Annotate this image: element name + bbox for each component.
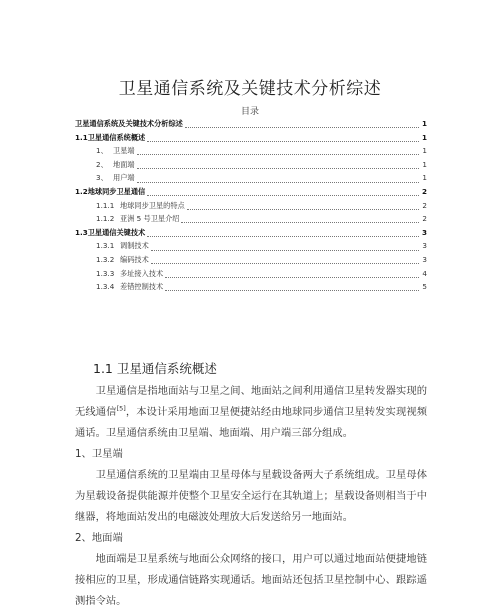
toc-entry-number: 1.3 bbox=[75, 227, 88, 237]
toc-entry-page: 3 bbox=[422, 254, 427, 264]
toc-entry[interactable] bbox=[75, 171, 427, 185]
toc-entry[interactable] bbox=[75, 212, 427, 226]
toc-entry[interactable] bbox=[75, 239, 427, 253]
toc-entry-page: 4 bbox=[422, 268, 427, 278]
toc-entry-page: 1 bbox=[422, 173, 427, 183]
toc-entry-title: 差错控制技术 bbox=[120, 282, 164, 292]
toc-leader-dots bbox=[187, 201, 419, 210]
toc-entry-number: 2、 bbox=[96, 159, 108, 169]
toc-entry-title: 地面端 bbox=[113, 159, 135, 169]
toc-entry-title: 用户端 bbox=[113, 173, 135, 183]
toc-entry-title: 亚洲 5 号卫星介绍 bbox=[120, 214, 180, 224]
toc-entry-title: 卫星端 bbox=[113, 146, 135, 156]
toc-entry-number: 1.3.4 bbox=[96, 282, 115, 292]
toc-entry-number: 1.1.1 bbox=[96, 200, 115, 210]
subheading-ground: 2、地面端 bbox=[75, 532, 123, 544]
toc-leader-dots bbox=[151, 242, 419, 251]
toc-entry-number: 1.1 bbox=[75, 132, 88, 142]
subheading-satellite: 1、卫星端 bbox=[75, 448, 123, 460]
toc-entry-page: 2 bbox=[422, 214, 427, 224]
toc-entry-page: 1 bbox=[421, 119, 427, 128]
toc-entry[interactable] bbox=[75, 144, 427, 158]
toc-entry-number: 1.2 bbox=[75, 186, 88, 196]
toc-leader-dots bbox=[137, 160, 419, 169]
toc-entry-title: 地球同步卫星通信 bbox=[87, 186, 146, 196]
toc-entry-title: 编码技术 bbox=[120, 254, 149, 264]
toc-entry-title: 多址接入技术 bbox=[120, 268, 164, 278]
toc-entry-number: 3、 bbox=[96, 173, 108, 183]
section-body bbox=[75, 381, 427, 612]
toc-entry-number: 1.3.2 bbox=[96, 254, 115, 264]
toc-entry-number: 1、 bbox=[96, 146, 108, 156]
toc-entry-page: 3 bbox=[422, 241, 427, 251]
toc-leader-dots bbox=[185, 119, 419, 128]
toc-leader-dots bbox=[147, 228, 419, 237]
toc-entry[interactable] bbox=[75, 280, 427, 294]
citation-ref[interactable]: [5] bbox=[116, 404, 126, 413]
toc-entry-page: 5 bbox=[422, 282, 427, 292]
toc-leader-dots bbox=[137, 146, 419, 155]
toc-entry-title: 卫星通信关键技术 bbox=[87, 227, 146, 237]
toc-entry-title: 卫星通信系统概述 bbox=[87, 132, 146, 142]
toc-entry-number: 1.3.3 bbox=[96, 268, 115, 278]
toc-entry[interactable] bbox=[75, 185, 427, 199]
toc-entry[interactable] bbox=[75, 131, 427, 145]
toc-entry-number: 1.3.1 bbox=[96, 241, 115, 251]
toc-leader-dots bbox=[151, 255, 419, 264]
toc-entry-number: 1.1.2 bbox=[96, 214, 115, 224]
toc-entry[interactable] bbox=[75, 117, 427, 131]
toc-heading: 目录 bbox=[240, 107, 259, 117]
toc-leader-dots bbox=[137, 174, 419, 183]
table-of-contents bbox=[75, 117, 427, 294]
paragraph: 卫星通信是指地面站与卫星之间、地面站之间利用通信卫星转发器实现的无线通信[5]，本设计采用地面卫星便捷站经由地球同步通信卫星转发实现视频通话。卫星通信系统由卫星端、地面端、用户端三部分组成。 bbox=[75, 385, 428, 439]
toc-entry[interactable] bbox=[75, 199, 427, 213]
toc-entry-title: 卫星通信系统及关键技术分析综述 bbox=[75, 119, 183, 128]
toc-leader-dots bbox=[165, 269, 419, 278]
toc-entry[interactable] bbox=[75, 267, 427, 281]
section-heading: 1.1 卫星通信系统概述 bbox=[93, 361, 217, 376]
toc-entry-page: 1 bbox=[422, 159, 427, 169]
toc-entry-title: 地球同步卫星的特点 bbox=[120, 200, 185, 210]
toc-entry-page: 2 bbox=[421, 186, 427, 196]
toc-leader-dots bbox=[181, 214, 419, 223]
toc-entry[interactable] bbox=[75, 226, 427, 240]
document-title: 卫星通信系统及关键技术分析综述 bbox=[118, 79, 382, 99]
paragraph: 地面端是卫星系统与地面公众网络的接口，用户可以通过地面站便捷地链接相应的卫星，形成通信链路实现通话。地面站还包括卫星控制中心、跟踪遥测指令站。 bbox=[75, 553, 427, 607]
toc-entry-page: 2 bbox=[422, 200, 427, 210]
toc-leader-dots bbox=[165, 282, 419, 291]
toc-entry-page: 1 bbox=[421, 132, 427, 142]
toc-entry[interactable] bbox=[75, 253, 427, 267]
toc-entry-page: 1 bbox=[422, 146, 427, 156]
toc-entry-page: 3 bbox=[421, 227, 427, 237]
toc-leader-dots bbox=[147, 133, 419, 142]
paragraph: 卫星通信系统的卫星端由卫星母体与星载设备两大子系统组成。卫星母体为星载设备提供能源并使整个卫星安全运行在其轨道上；星载设备则相当于中继器，将地面站发出的电磁波处理放大后发送给另一地面站。 bbox=[75, 469, 427, 523]
toc-entry-title: 调制技术 bbox=[120, 241, 149, 251]
toc-leader-dots bbox=[147, 187, 419, 196]
toc-entry[interactable] bbox=[75, 158, 427, 172]
